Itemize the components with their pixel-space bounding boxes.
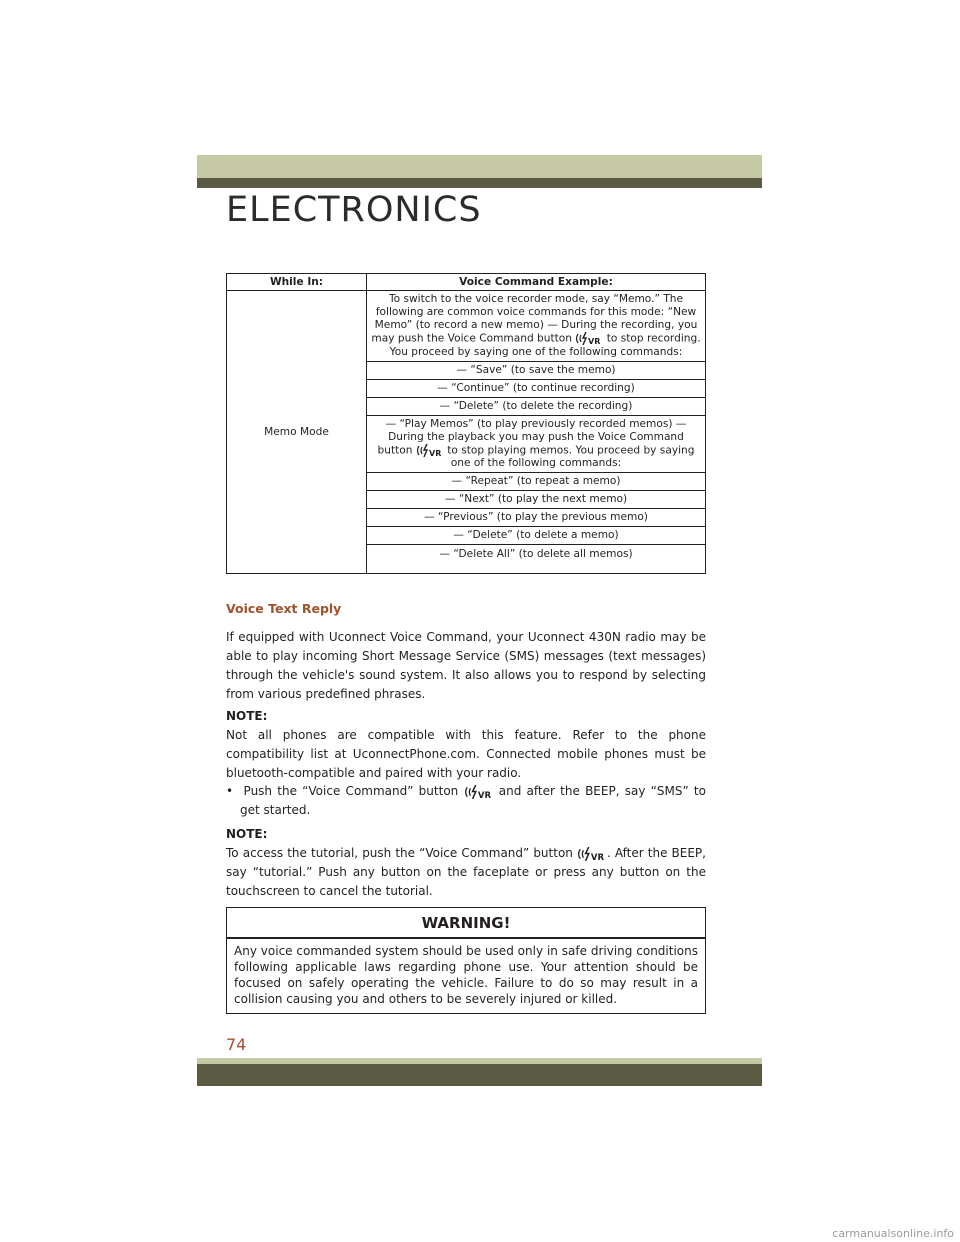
footer-bar-dark xyxy=(197,1064,762,1086)
command-cell: — “Continue” (to continue recording) xyxy=(367,379,706,397)
vtr-paragraph: If equipped with Uconnect Voice Command, your Uconnect 430N radio may be able to play incoming Short Message Service (SMS) messages (text messages) through the vehicle's sound system. It also allows you to respond by selecting from various predefined phrases. xyxy=(226,630,706,701)
svg-text:VR: VR xyxy=(428,448,442,457)
svg-text:VR: VR xyxy=(590,852,605,861)
page-number: 74 xyxy=(226,1035,247,1054)
section-title: ELECTRONICS xyxy=(226,190,482,230)
command-cell: — “Delete” (to delete the recording) xyxy=(367,397,706,415)
intro-cell: To switch to the voice recorder mode, say “Memo.” The following are common voice commands for this mode: “New Memo” (to record a new memo) — During the recording, you may push the Voice Command button VR to stop recording. You proceed by saying one of the following commands: xyxy=(367,291,706,362)
header-bar-light xyxy=(197,155,762,178)
vr-icon xyxy=(575,332,603,345)
warning-title: WARNING! xyxy=(421,914,511,932)
svg-text:VR: VR xyxy=(477,790,491,799)
table-header-row xyxy=(227,274,706,291)
bullet-sms: • Push the “Voice Command” button VR and after the BEEP, say “SMS” to get started. xyxy=(226,784,706,817)
mode-cell: Memo Mode xyxy=(227,291,367,574)
play-memos-cell: — “Play Memos” (to play previously recorded memos) — During the playback you may push the Voice Command button VR to stop playing memos. You proceed by saying one of the following commands: xyxy=(367,415,706,473)
note-2: NOTE: To access the tutorial, push the “Voice Command” button VR . After the BEEP, say “tutorial.” Push any button on the faceplate or press any button on the touchscreen to cancel the tutorial. xyxy=(226,827,706,898)
header-bar-dark xyxy=(197,178,762,188)
command-cell: — “Repeat” (to repeat a memo) xyxy=(367,473,706,491)
col-while-in: While In: xyxy=(227,274,367,291)
watermark: carmanualsonline.info xyxy=(832,1227,954,1240)
table-row xyxy=(227,291,706,362)
vr-icon xyxy=(577,847,607,861)
voice-text-reply-heading: Voice Text Reply xyxy=(226,601,342,616)
svg-text:VR: VR xyxy=(588,337,601,345)
note-label: NOTE: xyxy=(226,709,268,723)
note-1 xyxy=(226,707,706,783)
vr-icon xyxy=(464,785,494,799)
note-text: Not all phones are compatible with this feature. Refer to the phone compatibility list at UconnectPhone.com. Connected mobile phones must be bluetooth-compatible and paired with your radio. xyxy=(226,728,706,780)
warning-text: Any voice commanded system should be used only in safe driving conditions following applicable laws regarding phone use. Your attention should be focused on safely operating the vehicle. Failure to do so may result in a collision causing you and others to be severely injured or killed. xyxy=(234,944,698,1006)
command-cell: — “Next” (to play the next memo) xyxy=(367,491,706,509)
col-example: Voice Command Example: xyxy=(367,274,706,291)
command-cell: — “Previous” (to play the previous memo) xyxy=(367,509,706,527)
warning-box xyxy=(226,907,706,1014)
vr-icon xyxy=(416,444,444,457)
command-cell: — “Delete” (to delete a memo) xyxy=(367,527,706,545)
warning-divider xyxy=(227,937,705,939)
voice-command-table xyxy=(226,273,706,574)
command-cell: — “Delete All” (to delete all memos) xyxy=(367,545,706,574)
note-label: NOTE: xyxy=(226,827,268,841)
command-cell: — “Save” (to save the memo) xyxy=(367,361,706,379)
